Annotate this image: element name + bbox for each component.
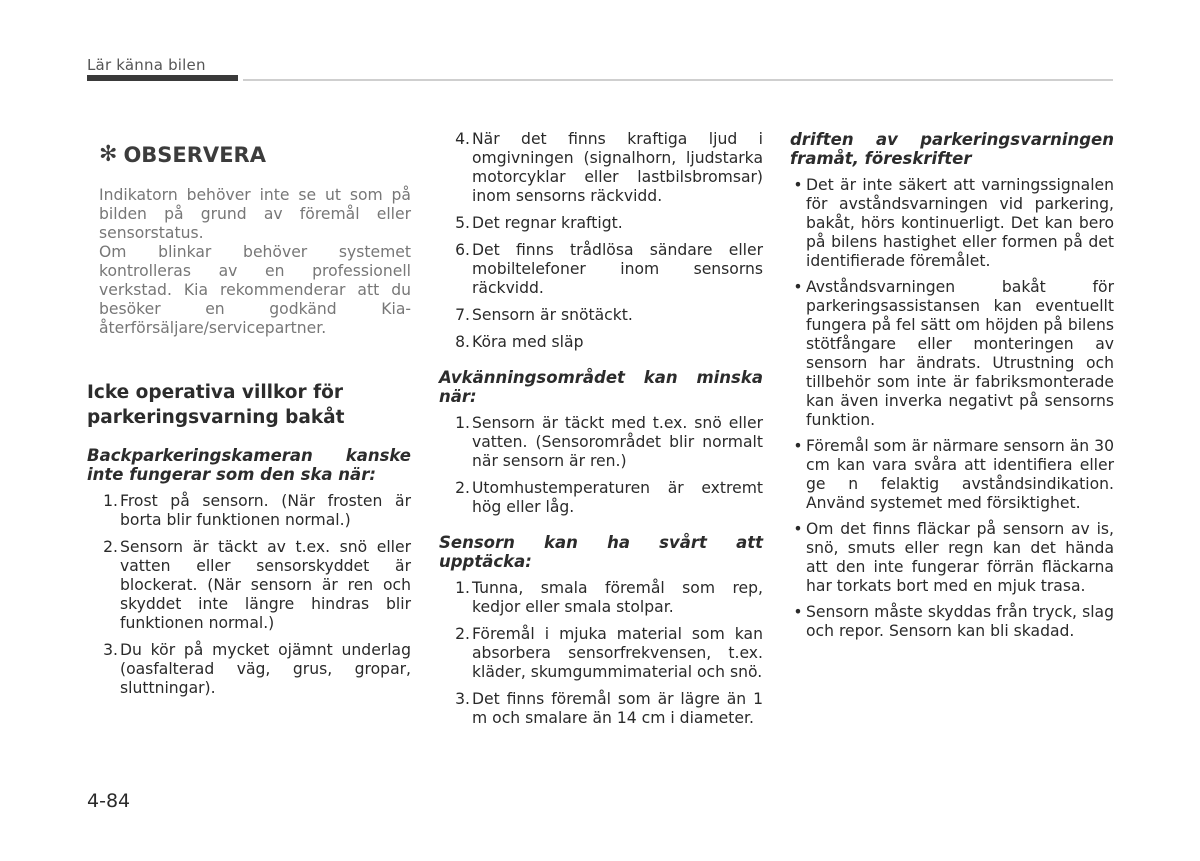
item-text: Sensorn är täckt av t.ex. snö eller vatten eller sensorskyddet är blockerat. (När sensorn är ren och skyddet inte längre hindras blir funktionen normal.) xyxy=(120,538,411,632)
item-text: Avståndsvarningen bakåt för parkeringsassistansen kan eventuellt fungera på fel sätt om höjden på bilens stötfångare eller monteringen av sensorn har ändrats. Utrustning och tillbehör som inte är fabriksmonterade kan även inverka negativt på sensorns funktion. xyxy=(806,278,1114,429)
item-text: Frost på sensorn. (När frosten är borta blir funktionen normal.) xyxy=(120,492,411,529)
item-number: 7. xyxy=(455,306,470,324)
item-text: När det finns kraftiga ljud i omgivningen (signalhorn, ljudstarka motorcyklar eller lastbilsbromsar) inom sensorns räckvidd. xyxy=(472,130,763,205)
item-number: 3. xyxy=(455,690,470,708)
item-number: 5. xyxy=(455,214,470,232)
asterisk-icon: ✻ xyxy=(99,142,118,167)
list-item xyxy=(439,625,763,682)
item-number: 2. xyxy=(455,625,470,643)
list-item xyxy=(439,333,763,352)
item-text: Det finns trådlösa sändare eller mobiltelefoner inom sensorns räckvidd. xyxy=(472,241,763,297)
detect-subtitle: Sensorn kan ha svårt att upptäcka: xyxy=(439,533,763,571)
item-text: Det finns föremål som är lägre än 1 m och smalare än 14 cm i diameter. xyxy=(472,690,763,727)
section-title: Icke operativa villkor för parkeringsvarning bakåt xyxy=(87,382,345,428)
section-header-label: Lär känna bilen xyxy=(87,56,206,74)
bullet-icon: • xyxy=(793,176,803,194)
item-text: Köra med släp xyxy=(472,333,584,351)
column-right xyxy=(790,130,1114,648)
note-paragraph: Om blinkar behöver systemet kontrolleras av en professionell verkstad. Kia rekommenderar att du besöker en godkänd Kia-återförsäljare/servicepartner. xyxy=(99,243,411,337)
bullet-item xyxy=(790,603,1114,641)
page-number: 4-84 xyxy=(87,790,131,812)
item-text: Sensorn måste skyddas från tryck, slag och repor. Sensorn kan bli skadad. xyxy=(806,603,1114,640)
column-left xyxy=(87,130,411,706)
item-number: 8. xyxy=(455,333,470,351)
forward-subtitle: driften av parkeringsvarningen framåt, föreskrifter xyxy=(790,130,1114,168)
item-text: Du kör på mycket ojämnt underlag (oasfalterad väg, grus, gropar, sluttningar). xyxy=(120,641,411,697)
detect-list xyxy=(439,579,763,728)
item-number: 3. xyxy=(103,641,118,659)
range-list xyxy=(439,414,763,517)
item-text: Föremål i mjuka material som kan absorbera sensorfrekvensen, t.ex. kläder, skumgummimaterial och snö. xyxy=(472,625,763,681)
item-number: 2. xyxy=(455,479,470,497)
list-item xyxy=(439,479,763,517)
bullet-icon: • xyxy=(793,278,803,296)
item-number: 2. xyxy=(103,538,118,556)
range-subtitle: Avkänningsområdet kan minska när: xyxy=(439,368,763,406)
forward-bullet-list xyxy=(790,176,1114,641)
bullet-icon: • xyxy=(793,603,803,621)
backcam-list-continued xyxy=(439,130,763,352)
bullet-item xyxy=(790,176,1114,271)
list-item xyxy=(87,538,411,633)
item-number: 1. xyxy=(103,492,118,510)
backcam-list xyxy=(87,492,411,698)
list-item xyxy=(439,130,763,206)
header-divider-line xyxy=(243,79,1113,81)
item-text: Sensorn är snötäckt. xyxy=(472,306,633,324)
item-number: 1. xyxy=(455,414,470,432)
item-text: Utomhustemperaturen är extremt hög eller låg. xyxy=(472,479,763,516)
item-number: 6. xyxy=(455,241,470,259)
list-item xyxy=(439,690,763,728)
note-body xyxy=(99,186,411,338)
item-text: Om det finns fläckar på sensorn av is, snö, smuts eller regn kan det hända att den inte fungerar förrän fläckarna har torkats bort med en mjuk trasa. xyxy=(806,520,1114,595)
list-item xyxy=(439,241,763,298)
item-text: Det är inte säkert att varningssignalen för avståndsvarningen vid parkering, bakåt, hörs kontinuerligt. Det kan bero på bilens hastighet eller formen på det identifierade föremålet. xyxy=(806,176,1114,270)
item-text: Föremål som är närmare sensorn än 30 cm kan vara svåra att identifiera eller ge n felaktig avståndsindikation. Använd systemet med försiktighet. xyxy=(806,437,1114,512)
column-middle xyxy=(439,130,763,736)
bullet-item xyxy=(790,278,1114,430)
note-title: OBSERVERA xyxy=(123,143,266,167)
bullet-item xyxy=(790,520,1114,596)
item-number: 1. xyxy=(455,579,470,597)
item-text: Sensorn är täckt med t.ex. snö eller vatten. (Sensorområdet blir normalt när sensorn är ren.) xyxy=(472,414,763,470)
list-item xyxy=(439,414,763,471)
backcam-subtitle: Backparkeringskameran kanske inte fungerar som den ska när: xyxy=(87,446,411,484)
note-paragraph: Indikatorn behöver inte se ut som på bilden på grund av föremål eller sensorstatus. xyxy=(99,186,411,242)
item-number: 4. xyxy=(455,130,470,148)
bullet-icon: • xyxy=(793,437,803,455)
list-item xyxy=(87,641,411,698)
list-item xyxy=(439,214,763,233)
note-heading xyxy=(99,142,411,168)
header-bar-accent xyxy=(87,75,238,81)
item-text: Tunna, smala föremål som rep, kedjor eller smala stolpar. xyxy=(472,579,763,616)
bullet-icon: • xyxy=(793,520,803,538)
list-item xyxy=(439,579,763,617)
bullet-item xyxy=(790,437,1114,513)
item-text: Det regnar kraftigt. xyxy=(472,214,623,232)
list-item xyxy=(87,492,411,530)
list-item xyxy=(439,306,763,325)
